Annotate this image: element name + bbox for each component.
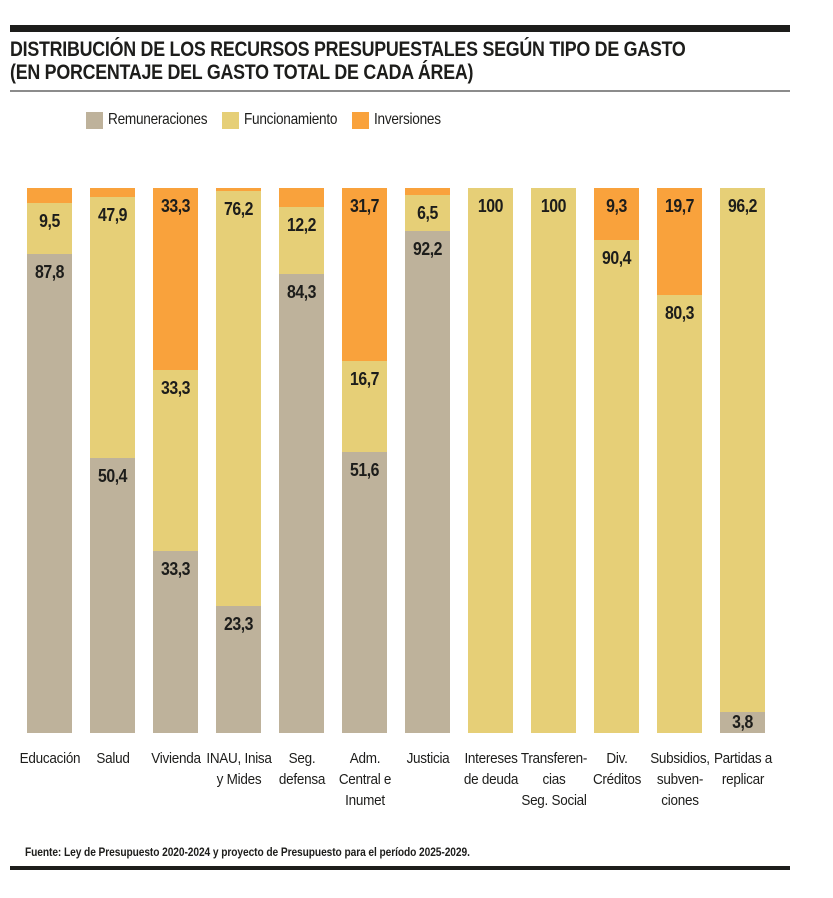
category-label-line: Div. [605, 750, 628, 767]
bar-salud [90, 188, 135, 733]
value-label-remuneraciones: 23,3 [223, 614, 254, 634]
value-label-remuneraciones: 84,3 [286, 281, 317, 302]
category-label [203, 748, 273, 790]
bar-adm-central-e-inumet [342, 188, 387, 733]
bar-div-créditos [594, 188, 639, 733]
category-label-line: replicar [721, 771, 764, 788]
category-label [581, 748, 651, 790]
chart-title-line1: DISTRIBUCIÓN DE LOS RECURSOS PRESUPUESTALES SEGÚN TIPO DE GASTO [10, 38, 686, 61]
value-label-remuneraciones: 92,2 [412, 238, 443, 259]
bar-segment-funcionamiento [657, 295, 702, 733]
bar-segment-funcionamiento [594, 240, 639, 733]
bar-intereses-de-deuda [468, 188, 513, 733]
category-label-line: INAU, Inisa [205, 750, 272, 767]
bar-subsidios-subven-ciones [657, 188, 702, 733]
value-label-funcionamiento: 80,3 [664, 303, 695, 324]
bar-segment-inversiones [90, 188, 135, 197]
bar-segment-inversiones [279, 188, 324, 207]
value-label-remuneraciones: 51,6 [349, 459, 380, 480]
category-label-line: Seg. [288, 750, 315, 767]
bar-seg-defensa [279, 188, 324, 733]
category-label-line: Salud [95, 750, 130, 767]
category-label [140, 748, 210, 769]
category-label [77, 748, 147, 769]
value-label-inversiones: 33,3 [160, 196, 191, 216]
source-note: Fuente: Ley de Presupuesto 2020-2024 y proyecto de Presupuesto para el período 2025-2029. [25, 845, 470, 859]
bar-vivienda [153, 188, 198, 733]
bar-segment-inversiones [216, 188, 261, 191]
legend-label: Inversiones [374, 111, 441, 128]
value-label-funcionamiento: 47,9 [97, 205, 128, 226]
value-label-remuneraciones: 50,4 [97, 466, 128, 487]
value-label-inversiones: 9,3 [606, 196, 627, 216]
value-label-funcionamiento: 76,2 [223, 198, 254, 219]
category-label-line: Créditos [592, 771, 641, 788]
category-label-line: Intereses [463, 750, 518, 767]
title-divider [10, 90, 790, 92]
value-label-funcionamiento: 12,2 [286, 215, 317, 236]
category-label-line: defensa [278, 771, 325, 788]
category-label-line: Educación [19, 750, 80, 767]
bar-segment-inversiones [405, 188, 450, 195]
category-label-line: Adm. [349, 750, 380, 767]
category-label-line: y Mides [216, 771, 261, 788]
category-label-line: cias [542, 771, 565, 788]
legend-label: Remuneraciones [108, 111, 208, 128]
value-label-remuneraciones: 33,3 [160, 559, 191, 580]
category-label-line: ciones [660, 792, 699, 809]
legend-swatch-inversiones [352, 112, 369, 129]
category-label-line: Vivienda [150, 750, 201, 767]
chart-area [27, 188, 765, 733]
value-label-funcionamiento: 16,7 [349, 368, 380, 389]
bar-educación [27, 188, 72, 733]
category-label [329, 748, 399, 811]
legend-item-funcionamiento [222, 111, 354, 129]
bar-segment-remuneraciones [279, 274, 324, 733]
value-label-funcionamiento: 6,5 [417, 203, 438, 224]
category-label-line: Transferen- [520, 750, 587, 767]
category-label [518, 748, 588, 811]
bar-justicia [405, 188, 450, 733]
value-label-funcionamiento: 90,4 [601, 248, 632, 269]
legend-label: Funcionamiento [244, 111, 338, 128]
category-label [266, 748, 336, 790]
value-label-inversiones: 19,7 [664, 196, 695, 216]
value-label-remuneraciones: 87,8 [34, 262, 65, 283]
category-label-line: Subsidios, [649, 750, 710, 767]
bar-segment-funcionamiento [720, 188, 765, 712]
bar-inau-inisa-y-mides [216, 188, 261, 733]
bottom-rule [10, 866, 790, 870]
bar-segment-remuneraciones [405, 231, 450, 733]
bar-transferen-cias-seg-social [531, 188, 576, 733]
category-axis [19, 748, 772, 838]
category-label-line: Justicia [406, 750, 449, 767]
bar-partidas-a-replicar [720, 188, 765, 733]
category-label [644, 748, 714, 811]
top-rule [10, 25, 790, 32]
value-label-funcionamiento: 33,3 [160, 377, 191, 398]
bar-segment-funcionamiento [90, 197, 135, 458]
bar-segment-funcionamiento [468, 188, 513, 733]
chart-title [10, 38, 686, 84]
legend-item-inversiones [352, 111, 453, 129]
legend-swatch-funcionamiento [222, 112, 239, 129]
value-label-funcionamiento: 96,2 [727, 196, 758, 216]
category-label-line: Seg. Social [520, 792, 587, 809]
value-label-funcionamiento: 9,5 [39, 210, 60, 231]
category-label [455, 748, 525, 790]
legend-swatch-remuneraciones [86, 112, 103, 129]
bar-segment-remuneraciones [90, 458, 135, 733]
category-label-line: Inumet [344, 792, 385, 809]
value-label-funcionamiento: 100 [540, 196, 567, 216]
category-label [707, 748, 777, 790]
bar-segment-inversiones [27, 188, 72, 203]
category-label-line: Partidas a [713, 750, 772, 767]
bar-segment-remuneraciones [342, 452, 387, 733]
category-label-line: subven- [656, 771, 703, 788]
value-label-funcionamiento: 100 [477, 196, 504, 216]
category-label-line: Central e [338, 771, 391, 788]
category-label-line: de deuda [463, 771, 518, 788]
value-label-remuneraciones: 3,8 [732, 712, 753, 733]
bar-segment-funcionamiento [216, 191, 261, 606]
category-label [14, 748, 84, 769]
chart-title-line2: (EN PORCENTAJE DEL GASTO TOTAL DE CADA ÁREA) [10, 61, 474, 84]
bar-segment-funcionamiento [531, 188, 576, 733]
value-label-inversiones: 31,7 [349, 196, 380, 216]
category-label [392, 748, 462, 769]
legend-item-remuneraciones [86, 111, 225, 129]
bar-segment-remuneraciones [27, 254, 72, 733]
